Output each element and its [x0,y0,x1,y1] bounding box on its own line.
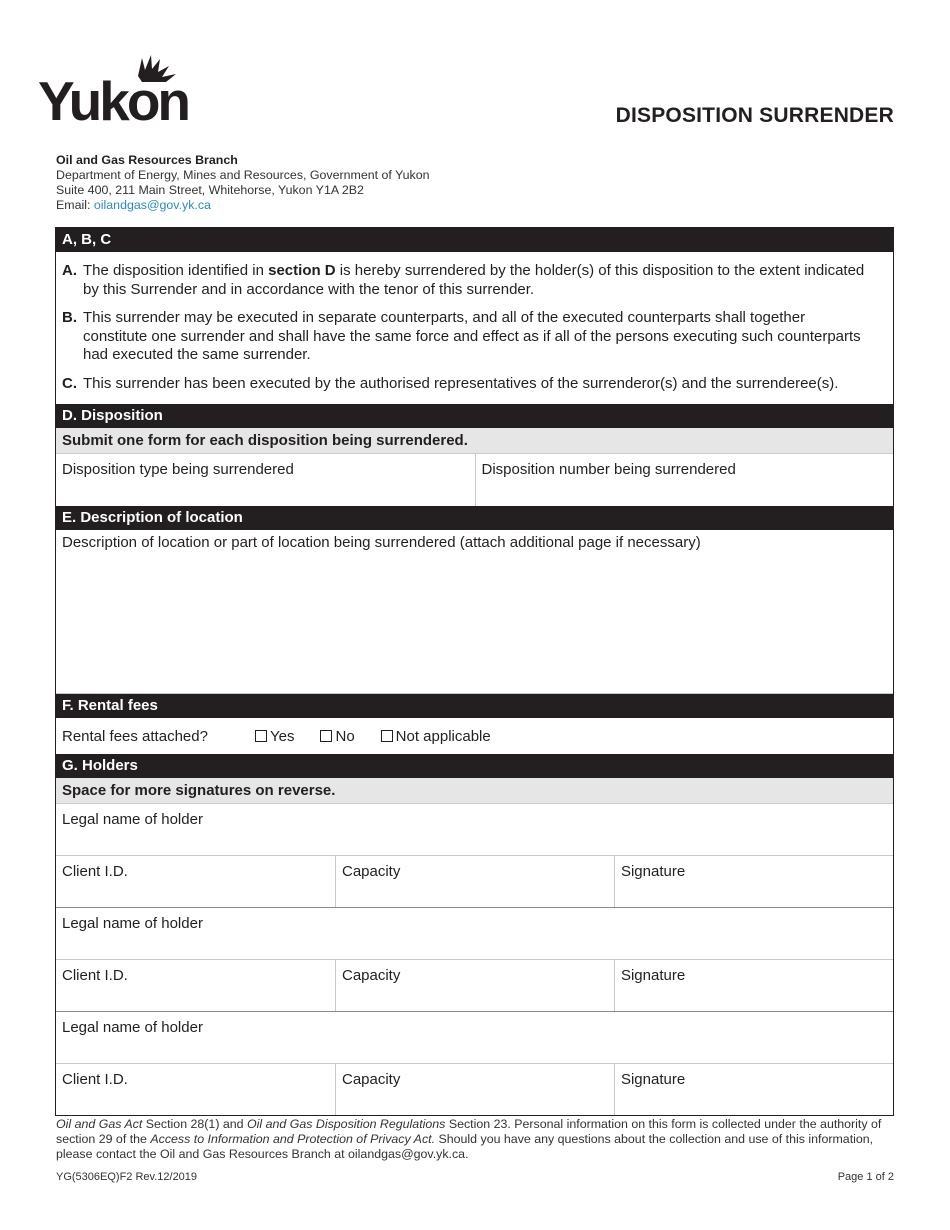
disposition-fields [56,454,893,506]
holder-name-field[interactable]: Legal name of holder [56,804,893,856]
signature-field[interactable]: Signature [614,960,893,1011]
clause-a-post: is hereby surrendered by the holder(s) of this disposition to the extent indicated by this Surrender and in accordance with the tenor of this surrender. [83,262,865,298]
page-number: Page 1 of 2 [837,1171,894,1183]
branch-name: Oil and Gas Resources Branch [56,153,238,167]
clause-letter: B. [62,309,77,326]
option-label: No [335,727,355,745]
clause-letter: A. [62,262,77,279]
section-f-heading: F. Rental fees [56,694,893,718]
clause-b-text: This surrender may be executed in separate counterparts, and all of the executed counterparts shall together constitute one surrender and shall have the same force and effect as if all of the persons executing such counterparts had executed the same surrender. [83,309,861,363]
section-g-heading: G. Holders [56,754,893,778]
clause-a-bold: section D [268,262,336,279]
section-d-subheading: Submit one form for each disposition being surrendered. [56,428,893,454]
capacity-field[interactable]: Capacity [335,856,614,907]
legal-notice [56,1117,894,1162]
section-e-heading: E. Description of location [56,506,893,530]
capacity-field[interactable]: Capacity [335,960,614,1011]
checkbox-icon[interactable] [255,730,267,742]
section-abc-body [56,252,893,404]
address: Suite 400, 211 Main Street, Whitehorse, Yukon Y1A 2B2 [56,183,364,197]
disposition-type-field[interactable]: Disposition type being surrendered [62,461,294,478]
clause-a [62,262,873,299]
yukon-logo [38,52,213,124]
rental-na-option[interactable] [381,728,491,745]
department-name: Department of Energy, Mines and Resources, Government of Yukon [56,168,430,182]
holder-details-row [56,856,893,907]
disposition-number-field[interactable]: Disposition number being surrendered [475,454,894,506]
act-name: Oil and Gas Act [56,1117,143,1131]
holder-details-row [56,1064,893,1115]
signature-field[interactable]: Signature [614,856,893,907]
client-id-field[interactable]: Client I.D. [62,967,128,984]
holder-name-field[interactable]: Legal name of holder [56,908,893,960]
rental-no-option[interactable] [320,728,354,745]
logo-wordmark: Yukon [38,70,189,124]
organization-block [56,153,430,213]
clause-c-text: This surrender has been executed by the authorised representatives of the surrenderor(s) and the surrenderee(s). [83,374,839,392]
checkbox-icon[interactable] [320,730,332,742]
capacity-field[interactable]: Capacity [335,1064,614,1115]
rental-yes-option[interactable] [255,728,294,745]
checkbox-icon[interactable] [381,730,393,742]
form-code: YG(5306EQ)F2 Rev.12/2019 [56,1171,198,1183]
holder-details-row [56,960,893,1011]
location-description-field[interactable]: Description of location or part of location being surrendered (attach additional page if necessary) [56,530,893,694]
holder-name-field[interactable]: Legal name of holder [56,1012,893,1064]
act-name: Access to Information and Protection of Privacy Act. [150,1132,436,1146]
holder-block [56,804,893,908]
option-label: Yes [270,727,295,745]
act-name: Oil and Gas Disposition Regulations [247,1117,446,1131]
notice-text: Should you have any questions about the collection and use of this information, please contact the Oil and Gas Resources Branch at oilandgas@gov.yk.ca. [56,1132,874,1161]
notice-text: Section 28(1) and [142,1117,248,1131]
option-label: Not applicable [395,727,491,745]
email-line [56,198,430,213]
section-g-subheading: Space for more signatures on reverse. [56,778,893,804]
client-id-field[interactable]: Client I.D. [62,863,128,880]
clause-a-pre: The disposition identified in [83,262,269,279]
rental-fees-question: Rental fees attached? [62,727,208,745]
email-label: Email: [56,198,91,212]
clause-c [62,375,873,394]
signature-field[interactable]: Signature [614,1064,893,1115]
holder-block [56,1012,893,1115]
document-title: DISPOSITION SURRENDER [615,104,894,127]
holder-block [56,908,893,1012]
section-abc-heading: A, B, C [56,228,893,252]
client-id-field[interactable]: Client I.D. [62,1071,128,1088]
clause-b [62,309,873,365]
clause-letter: C. [62,374,77,392]
rental-fees-row [56,718,893,754]
email-link[interactable]: oilandgas@gov.yk.ca [93,198,211,212]
notice-text: Section 23. Personal information on this form is collected under the authority of section 29 of the [56,1117,882,1146]
section-d-heading: D. Disposition [56,404,893,428]
surrender-form [55,227,894,1116]
